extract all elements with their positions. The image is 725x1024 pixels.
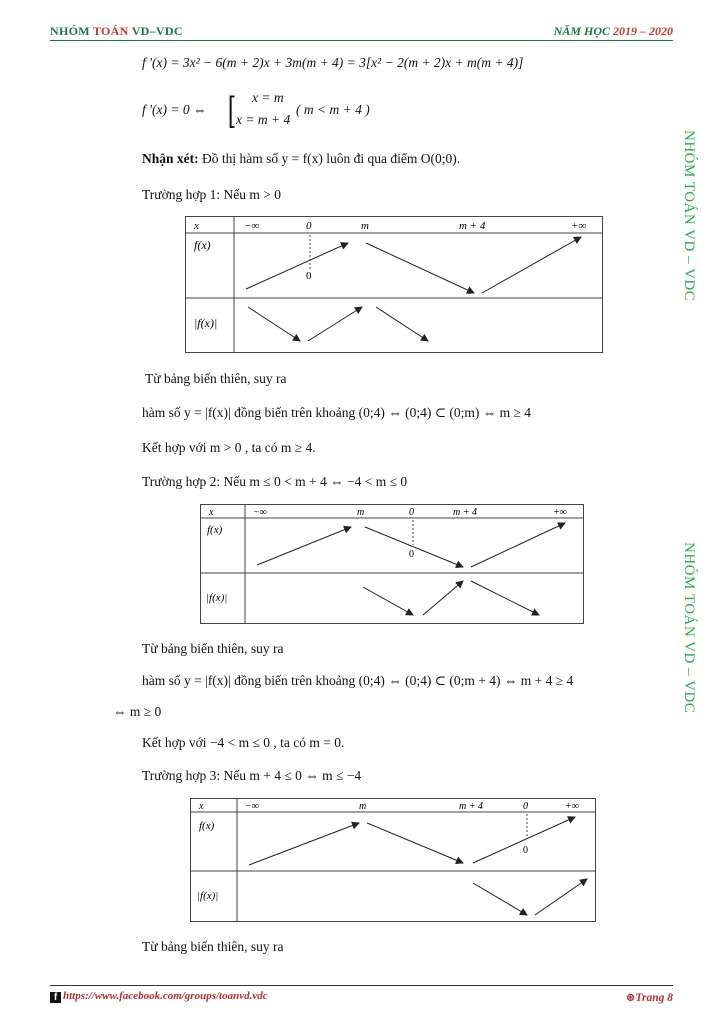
header-divider [50,40,673,41]
t2-x-label: x [209,507,214,518]
case-1-infer: Từ bảng biến thiên, suy ra [145,371,287,386]
t3-abs-arrow-1 [473,883,527,915]
t3-f-arrow-up2 [473,817,575,863]
t2-abs-arrow-3 [471,581,539,615]
t3-f-label: f(x) [199,820,215,832]
t2-abs-arrow-2 [423,581,463,615]
derivative-formula: f '(x) = 3x² − 6(m + 2)x + 3m(m + 4) = 3[x² − 2(m + 2)x + m(m + 4)] [142,55,524,70]
t2-f-label: f(x) [207,524,223,536]
t1-absf-label: |f(x)| [194,316,218,330]
t1-zero: 0 [306,270,312,282]
t1-x-label: x [194,220,199,232]
t1-f-arrow-up2 [482,237,581,293]
header-group-name: NHÓM TOÁN VD–VDC [50,24,183,38]
header-school-year: NĂM HỌC 2019 – 2020 [553,24,673,38]
t2-f-arrow-down [365,527,463,567]
t3-x-val-2: m + 4 [459,801,483,812]
t1-abs-arrow-2 [308,307,362,341]
root-2: x = m + 4 [236,112,291,127]
t3-abs-arrow-2 [535,879,587,915]
t3-x-label: x [199,801,204,812]
t1-x-val-3: m + 4 [459,220,486,232]
case-2-combine: Kết hợp với −4 < m ≤ 0 , ta có m = 0. [142,735,345,750]
t2-abs-arrow-1 [363,587,413,615]
case-2-function: hàm số y = |f(x)| đồng biến trên khoảng (0;4) ⇔ (0;4) ⊂ (0;m + 4) ⇔ m + 4 ≥ 4 [142,673,574,688]
roots-bracket: [ [227,91,237,132]
t1-abs-arrow-1 [248,307,300,341]
case-2-infer: Từ bảng biến thiên, suy ra [142,641,284,656]
case-3-infer: Từ bảng biến thiên, suy ra [142,939,284,954]
side-label-bottom: NHÓM TOÁN VD – VDC [681,542,697,714]
case-1-combine: Kết hợp với m > 0 , ta có m ≥ 4. [142,440,316,455]
footer-divider [50,985,673,986]
t2-absf-label: |f(x)| [206,592,228,604]
t1-x-val-1: 0 [306,220,312,232]
t2-x-val-0: −∞ [253,507,267,518]
side-label-top: NHÓM TOÁN VD – VDC [681,130,697,302]
remark: Nhận xét: Đồ thị hàm số y = f(x) luôn đi qua điểm O(0;0). [142,151,461,166]
t3-f-arrow-down [367,823,463,863]
t3-x-val-1: m [359,801,367,812]
t3-x-val-4: +∞ [565,801,579,812]
t3-absf-label: |f(x)| [197,890,219,902]
t2-f-arrow-up1 [257,527,351,565]
t1-x-val-0: −∞ [244,220,260,232]
t1-abs-arrow-3 [376,307,428,341]
facebook-icon: f [50,992,61,1003]
t3-x-val-3: 0 [523,801,528,812]
case-1-function: hàm số y = |f(x)| đồng biến trên khoảng (0;4) ⇔ (0;4) ⊂ (0;m) ⇔ m ≥ 4 [142,405,532,420]
footer-facebook-link[interactable] [50,990,268,1003]
t1-f-arrow-up1 [246,243,348,289]
t3-zero: 0 [523,845,528,856]
t2-x-val-4: +∞ [553,507,567,518]
variation-table-2 [200,504,584,624]
t1-f-arrow-down [366,243,474,293]
t1-f-label: f(x) [194,238,211,252]
case-2-continuation: ⇔ m ≥ 0 [113,704,162,719]
t2-x-val-3: m + 4 [453,507,477,518]
t2-f-arrow-up2 [471,523,565,567]
t3-f-arrow-up1 [249,823,359,865]
root-1: x = m [252,90,284,105]
roots-lhs: f '(x) = 0 ⇔ [142,102,207,117]
footer-page-number: ⊛Trang 8 [625,992,673,1004]
variation-table-3 [190,798,596,922]
t1-x-val-4: +∞ [571,220,587,232]
variation-table-1 [185,216,603,353]
case-3-title: Trường hợp 3: Nếu m + 4 ≤ 0 ⇔ m ≤ −4 [142,768,362,783]
footer-url: https://www.facebook.com/groups/toanvd.vdc [63,990,268,1002]
t1-x-val-2: m [361,220,369,232]
t2-zero: 0 [409,549,414,560]
t3-x-val-0: −∞ [245,801,259,812]
case-1-title: Trường hợp 1: Nếu m > 0 [142,187,281,202]
roots-condition: ( m < m + 4 ) [296,102,370,117]
t2-x-val-1: m [357,507,365,518]
t2-x-val-2: 0 [409,507,414,518]
case-2-title: Trường hợp 2: Nếu m ≤ 0 < m + 4 ⇔ −4 < m ≤ 0 [142,474,408,489]
